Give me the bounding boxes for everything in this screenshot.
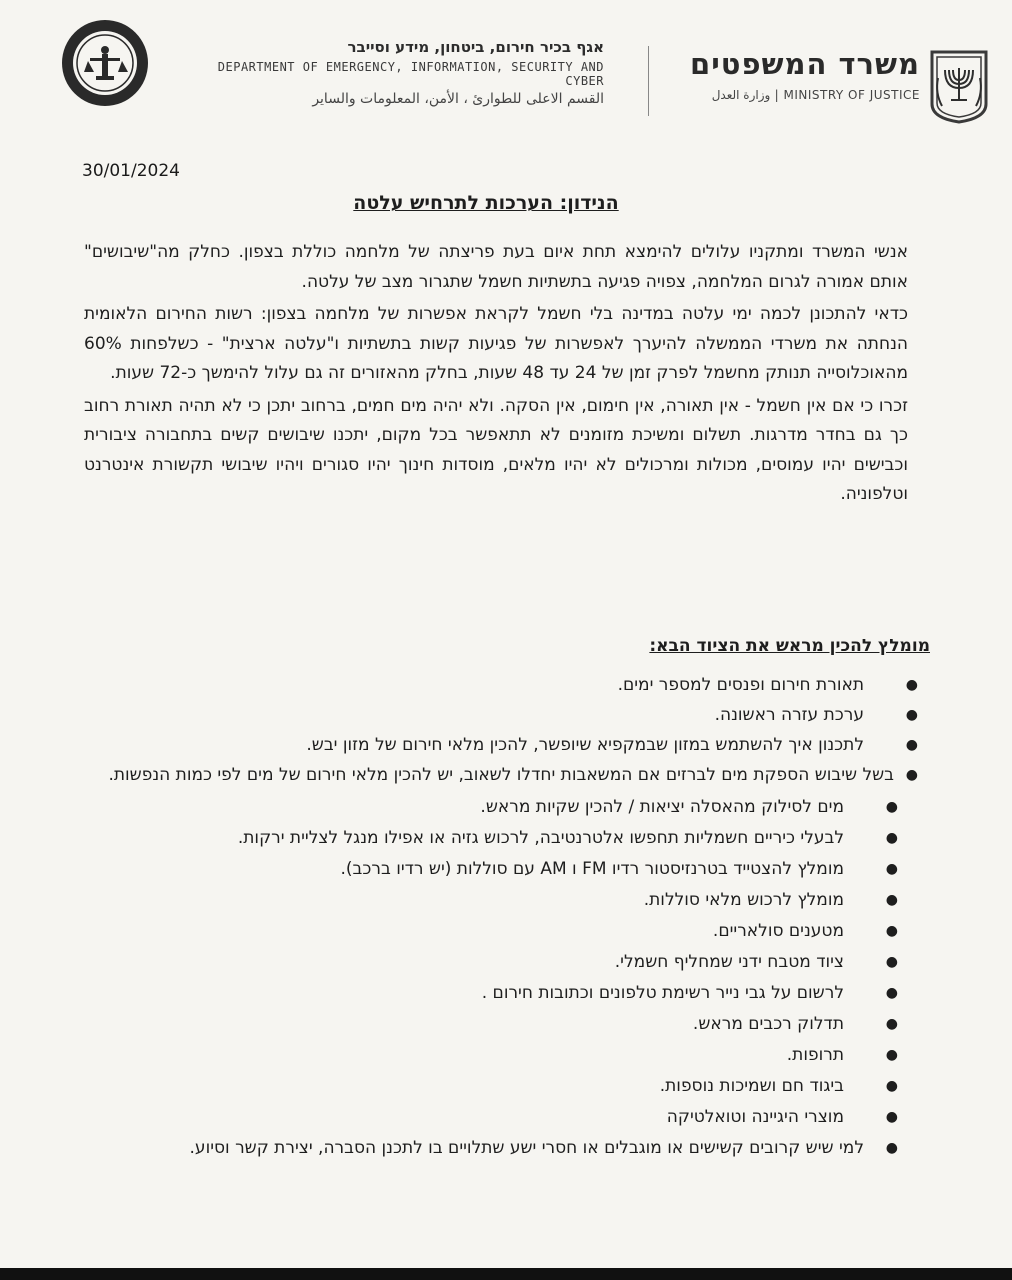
- bottom-edge: [0, 1268, 1012, 1280]
- list-item: ● ביגוד חם ושמיכות נוספות.: [84, 1073, 954, 1099]
- list-item: ● מוצרי היגיינה וטואלטיקה: [84, 1104, 954, 1130]
- equipment-list-title: מומלץ להכין מראש את הציוד הבא:: [649, 636, 930, 656]
- department-name-en: DEPARTMENT OF EMERGENCY, INFORMATION, SECURITY AND CYBER: [217, 60, 604, 88]
- department-name-ar: القسم الاعلى للطوارئ ، الأمن، المعلومات والساير: [312, 91, 604, 107]
- paragraph: אנשי המשרד ומתקניו עלולים להימצא תחת איום בעת פריצתה של מלחמה כוללת בצפון. כחלק מה"שיבושים" אותם אמורה לגרום המלחמה, צפויה פגיעה בתשתיות חשמל שתגרור מצב של עלטה.: [84, 242, 908, 292]
- bullet-icon: ●: [905, 707, 918, 723]
- bullet-icon: ●: [885, 861, 898, 877]
- letter-subject: הנידון: הערכות לתרחיש עלטה: [353, 192, 619, 214]
- bullet-icon: ●: [885, 985, 898, 1001]
- department-seal-icon: [60, 18, 150, 108]
- bullet-icon: ●: [885, 923, 898, 939]
- bullet-icon: ●: [885, 1047, 898, 1063]
- letter-body: [84, 238, 908, 513]
- bullet-icon: ●: [885, 954, 898, 970]
- header-divider: [648, 46, 649, 116]
- equipment-list: [84, 672, 954, 1161]
- list-item: ● מטענים סולאריים.: [84, 918, 954, 944]
- department-header: [180, 38, 604, 107]
- list-item: ● ציוד מטבח ידני שמחליף חשמלי.: [84, 949, 954, 975]
- ministry-header: [660, 46, 920, 102]
- department-name-he: אגף בכיר חירום, ביטחון, מידע וסייבר: [347, 38, 604, 56]
- list-item: ● ערכת עזרה ראשונה.: [84, 702, 954, 728]
- paragraph: זכרו כי אם אין חשמל - אין תאורה, אין חימום, אין הסקה. ולא יהיה מים חמים, ברחוב יתכן כי לא תהיה תאורת רחוב כך גם בחדר מדרגות. תשלום ומשיכת מזומנים לא תתאפשר בכל מקום, יתכנו שיבושים קשים בתחבורה ציבורית וכבישים יהיו עמוסים, מכולות ומרכולים לא יהיו מלאים, מוסדות חינוך יהיו סגורים ויהיו שיבושי תקשורת אינטרנט וטלפוניה.: [84, 395, 908, 504]
- list-item: ● בשל שיבוש הספקת מים לברזים אם המשאבות יחדלו לשאוב, יש להכין מלאי חירום של מים לפי כמות הנפשות.: [84, 762, 954, 788]
- bullet-icon: ●: [885, 892, 898, 908]
- paragraph: כדאי להתכונן לכמה ימי עלטה במדינה בלי חשמל לקראת אפשרות של מלחמה בצפון: רשות החירום הלאומית הנחתה את משרדי הממשלה להיערך לאפשרות של פגיעות קשות בתשתיות ו"עלטה ארצית" - כשלפחות 60% מהאוכלוסייה תנותק מחשמל לפרק זמן של 24 עד 48 שעות, בחלק מהאזורים זה גם עלול להימשך כ-72 שעות.: [84, 304, 908, 383]
- list-item: ● מומלץ להצטייד בטרנזיסטור רדיו FM ו AM עם סוללות (יש רדיו ברכב).: [84, 856, 954, 882]
- ministry-name: משרד המשפטים: [690, 47, 920, 81]
- list-item: ● תאורת חירום ופנסים למספר ימים.: [84, 672, 954, 698]
- list-item: ● למי שיש קרובים קשישים או מוגבלים או חסרי ישע שתלויים בו לתכנן הסברה, יצירת קשר וסיוע.: [114, 1135, 954, 1161]
- list-item: ● תרופות.: [84, 1042, 954, 1068]
- list-item: ● תדלוק רכבים מראש.: [84, 1011, 954, 1037]
- bullet-icon: ●: [885, 1078, 898, 1094]
- list-item: ● לרשום על גבי נייר רשימת טלפונים וכתובות חירום .: [84, 980, 954, 1006]
- bullet-icon: ●: [885, 830, 898, 846]
- list-item: ● מים לסילוק מהאסלה יציאות / להכין שקיות מראש.: [84, 794, 954, 820]
- ministry-subtitle: MINISTRY OF JUSTICE | وزارة العدل: [711, 88, 920, 102]
- letter-date: 30/01/2024: [82, 161, 180, 181]
- list-item: ● מומלץ לרכוש מלאי סוללות.: [84, 887, 954, 913]
- list-item: ● לתכנון איך להשתמש במזון שבמקפיא שיופשר, להכין מלאי חירום של מזון יבש.: [84, 732, 954, 758]
- list-item: ● לבעלי כיריים חשמליות תחפשו אלטרנטיבה, לרכוש גזיה או אפילו מנגל לצליית ירקות.: [84, 825, 954, 851]
- bullet-icon: ●: [885, 1140, 898, 1156]
- bullet-icon: ●: [905, 677, 918, 693]
- bullet-icon: ●: [905, 737, 918, 753]
- bullet-icon: ●: [905, 767, 918, 783]
- bullet-icon: ●: [885, 1109, 898, 1125]
- bullet-icon: ●: [885, 1016, 898, 1032]
- bullet-icon: ●: [885, 799, 898, 815]
- menorah-emblem-icon: [928, 48, 990, 124]
